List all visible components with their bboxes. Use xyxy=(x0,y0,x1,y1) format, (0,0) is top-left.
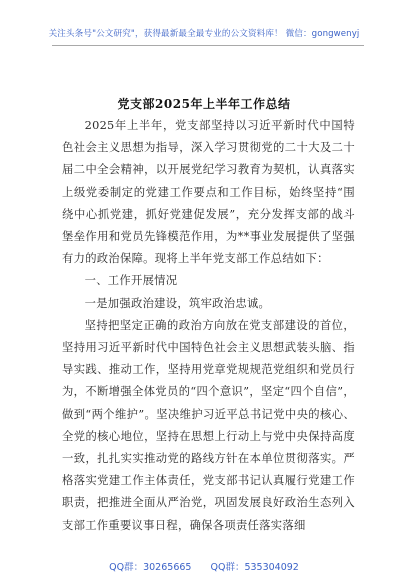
header-divider xyxy=(52,45,364,46)
intro-paragraph: 2025年上半年，党支部坚持以习近平新时代中国特色社会主义思想为指导，深入学习贯彻党的二十大及二十届二中全会精神，以开展党纪学习教育为契机，认真落实上级党委制定的党建工作要点和工作目标，始终坚持“围绕中心抓党建，抓好党建促发展”，充分发挥支部的战斗堡垒作用和党员先锋模范作用，为**事业发展提供了坚强有力的政治保障。现将上半年党支部工作总结如下： xyxy=(62,119,355,266)
footer-qq-groups xyxy=(0,559,408,573)
body-paragraph: 坚持把坚定正确的政治方向放在党支部建设的首位，坚持用习近平新时代中国特色社会主义思想武装头脑、指导实践、推动工作，坚持用党章党规规范党组织和党员行为，不断增强全体党员的“四个意识”，坚定“四个自信”，做到“两个维护”。坚决维护习近平总书记党中央的核心、全党的核心地位，坚持在思想上行动上与党中央保持高度一致，扎扎实实推动党的路线方针在本单位贯彻落实。严格落实党建工作主体责任，党支部书记认真履行党建工作职责，把推进全面从严治党，巩固发展良好政治生态列入支部工作重要议事日程，确保各项责任落实落细 xyxy=(62,318,355,532)
header-promo-note: 关注头条号"公文研究"，获得最新最全最专业的公文资料库！ 微信：gongwenyj xyxy=(48,29,360,39)
subsection-heading: 一是加强政治建设，筑牢政治忠诚。 xyxy=(84,296,271,310)
qq-group-label-1: QQ群：30265665 xyxy=(109,562,192,573)
qq-group-label-2: QQ群：535304092 xyxy=(210,562,299,573)
section-heading: 一、工作开展情况 xyxy=(84,274,178,288)
document-title: 党支部2025年上半年工作总结 xyxy=(117,97,291,111)
document-body xyxy=(62,115,355,537)
